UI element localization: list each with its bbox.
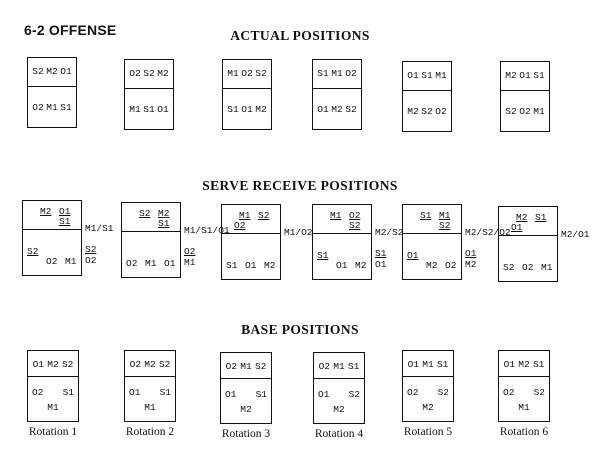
- player-m1: M1: [541, 262, 553, 273]
- net-line: [122, 231, 180, 232]
- court-base-4: [313, 352, 365, 424]
- court-actual-1: [27, 57, 77, 128]
- player-m2: M2: [505, 70, 517, 81]
- player-m2: M2: [331, 103, 343, 115]
- player-s1: S1: [532, 358, 545, 370]
- net-line: [125, 376, 175, 377]
- side-note: M2/S2/O2: [465, 227, 511, 238]
- player-o1: O1: [245, 260, 257, 271]
- front-row: [313, 60, 361, 87]
- player-o2: O2: [445, 260, 457, 271]
- low-row: [125, 401, 175, 413]
- player-s2: S2: [258, 210, 270, 221]
- player-o2: O2: [225, 360, 238, 372]
- player-m2: M2: [422, 401, 434, 413]
- net-line: [403, 376, 453, 377]
- court-actual-6: [500, 61, 550, 132]
- player-o2: O2: [129, 68, 141, 79]
- net-line: [28, 376, 78, 377]
- player-o1: O1: [59, 206, 71, 217]
- player-o2: O2: [234, 220, 246, 231]
- player-s1: S1: [420, 210, 432, 221]
- front-row: [28, 354, 78, 374]
- player-m1: M1: [239, 210, 251, 221]
- player-s2: S2: [61, 358, 74, 370]
- player-s1: S1: [159, 386, 171, 398]
- player-s1: S1: [226, 260, 238, 271]
- court-actual-2: [124, 59, 174, 130]
- player-s2: S2: [503, 262, 515, 273]
- front-row: [403, 62, 451, 89]
- player-m2: M2: [47, 358, 59, 370]
- court-serve-receive-2: [121, 202, 181, 278]
- rotation-label: Rotation 6: [499, 426, 549, 438]
- player-o2: O2: [503, 386, 515, 398]
- player-o1: O1: [32, 358, 45, 370]
- side-player-o2: O2: [85, 255, 97, 266]
- player-o1: O1: [317, 103, 329, 115]
- player-m1: M1: [333, 360, 345, 372]
- player-s2: S2: [254, 360, 267, 372]
- side-player-o2: O2: [184, 246, 196, 257]
- player-m2: M2: [355, 260, 367, 271]
- player-o1: O1: [318, 388, 330, 400]
- net-line: [221, 378, 271, 379]
- court-actual-4: [312, 59, 362, 130]
- mid-row: [28, 386, 78, 398]
- serve-receive-heading: SERVE RECEIVE POSITIONS: [202, 178, 398, 193]
- player-s2: S2: [533, 386, 545, 398]
- player-m2: M2: [144, 358, 156, 370]
- player-s1: S1: [533, 70, 545, 81]
- net-line: [222, 233, 280, 234]
- player-o2: O2: [519, 105, 531, 117]
- player-o1: O1: [407, 250, 419, 261]
- back-row: [403, 92, 451, 130]
- player-m1: M1: [46, 101, 58, 113]
- back-row: [313, 90, 361, 128]
- net-line: [23, 229, 81, 230]
- player-o2: O2: [46, 256, 58, 267]
- net-line: [501, 90, 549, 91]
- player-o1: O1: [164, 258, 176, 269]
- mid-row: [125, 386, 175, 398]
- player-m1: M1: [129, 103, 141, 115]
- low-row: [403, 401, 453, 413]
- player-o2: O2: [32, 386, 44, 398]
- court-serve-receive-1: [22, 200, 82, 276]
- player-m1: M1: [65, 256, 77, 267]
- player-o1: O1: [511, 222, 523, 233]
- player-o2: O2: [126, 258, 138, 269]
- court-serve-receive-4: [312, 204, 372, 280]
- player-o2: O2: [318, 360, 331, 372]
- player-o2: O2: [435, 105, 447, 117]
- court-actual-5: [402, 61, 452, 132]
- low-row: [221, 403, 271, 415]
- side-note: M2/O1: [561, 229, 590, 240]
- front-row: [125, 354, 175, 374]
- player-o2: O2: [345, 68, 357, 79]
- player-s2: S2: [32, 66, 44, 77]
- low-row: [28, 401, 78, 413]
- player-s1: S1: [158, 218, 170, 229]
- player-m2: M2: [158, 208, 170, 219]
- low-row: [499, 401, 549, 413]
- front-row: [125, 60, 173, 87]
- net-line: [403, 90, 451, 91]
- player-m2: M2: [264, 260, 276, 271]
- rotation-label: Rotation 4: [314, 428, 364, 440]
- player-s2: S2: [139, 208, 151, 219]
- court-base-3: [220, 352, 272, 424]
- player-s2: S2: [348, 388, 360, 400]
- player-m1: M1: [533, 105, 545, 117]
- player-m1: M1: [422, 358, 434, 370]
- back-row: [501, 92, 549, 130]
- player-o2: O2: [32, 101, 44, 113]
- side-note: M1/S1: [85, 223, 114, 234]
- player-s1: S1: [255, 388, 267, 400]
- back-row: [223, 90, 271, 128]
- side-player-o1: O1: [375, 259, 387, 270]
- mid-row: [403, 386, 453, 398]
- player-m2: M2: [407, 105, 419, 117]
- side-player-m2: M2: [465, 259, 477, 270]
- front-row: [314, 356, 364, 376]
- net-line: [313, 88, 361, 89]
- player-s2: S2: [349, 220, 361, 231]
- net-line: [314, 378, 364, 379]
- net-line: [28, 86, 76, 87]
- front-row: [499, 354, 549, 374]
- player-s1: S1: [347, 360, 360, 372]
- player-o1: O1: [60, 66, 72, 77]
- player-s2: S2: [505, 105, 517, 117]
- player-s2: S2: [437, 386, 449, 398]
- side-note: M1/S1/O1: [184, 225, 230, 236]
- player-o1: O1: [225, 388, 237, 400]
- base-positions-heading: BASE POSITIONS: [241, 322, 359, 337]
- player-s1: S1: [421, 70, 433, 81]
- player-m1: M1: [144, 401, 156, 413]
- net-line: [125, 88, 173, 89]
- player-s2: S2: [345, 103, 357, 115]
- player-m1: M1: [145, 258, 157, 269]
- player-s1: S1: [62, 386, 74, 398]
- net-line: [223, 88, 271, 89]
- player-m1: M1: [227, 68, 239, 79]
- side-player-m1: M1: [184, 257, 196, 268]
- rotation-label: Rotation 5: [403, 426, 453, 438]
- player-o2: O2: [241, 68, 253, 79]
- player-s2: S2: [421, 105, 433, 117]
- player-s1: S1: [59, 216, 71, 227]
- player-s2: S2: [27, 246, 39, 257]
- player-o2: O2: [349, 210, 361, 221]
- mid-row: [314, 388, 364, 400]
- rotation-label: Rotation 3: [221, 428, 271, 440]
- court-base-1: [27, 350, 79, 422]
- player-m1: M1: [240, 360, 252, 372]
- net-line: [499, 376, 549, 377]
- player-o1: O1: [503, 358, 516, 370]
- court-serve-receive-3: [221, 204, 281, 280]
- side-player-s1: S1: [375, 248, 387, 259]
- player-m2: M2: [40, 206, 52, 217]
- front-row: [501, 62, 549, 89]
- player-m1: M1: [435, 70, 447, 81]
- front-row: [403, 354, 453, 374]
- player-m1: M1: [47, 401, 59, 413]
- player-s1: S1: [436, 358, 449, 370]
- player-o2: O2: [129, 358, 142, 370]
- player-m2: M2: [518, 358, 530, 370]
- player-o1: O1: [336, 260, 348, 271]
- side-note: M1/O2: [284, 227, 313, 238]
- player-m2: M2: [157, 68, 169, 79]
- low-row: [314, 403, 364, 415]
- court-actual-3: [222, 59, 272, 130]
- player-o1: O1: [407, 358, 420, 370]
- player-m1: M1: [331, 68, 343, 79]
- player-s2: S2: [158, 358, 171, 370]
- player-m2: M2: [333, 403, 345, 415]
- side-player-s2: S2: [85, 244, 97, 255]
- court-serve-receive-6: [498, 206, 558, 282]
- player-m2: M2: [255, 103, 267, 115]
- net-line: [313, 233, 371, 234]
- player-o2: O2: [522, 262, 534, 273]
- player-m2: M2: [240, 403, 252, 415]
- court-base-5: [402, 350, 454, 422]
- mid-row: [499, 386, 549, 398]
- player-s1: S1: [60, 101, 72, 113]
- net-line: [403, 233, 461, 234]
- player-m2: M2: [46, 66, 58, 77]
- actual-positions-heading: ACTUAL POSITIONS: [230, 28, 370, 43]
- back-row: [125, 90, 173, 128]
- player-s2: S2: [143, 68, 155, 79]
- player-m1: M1: [518, 401, 530, 413]
- front-row: [221, 356, 271, 376]
- player-o1: O1: [407, 70, 419, 81]
- court-base-2: [124, 350, 176, 422]
- player-s1: S1: [143, 103, 155, 115]
- player-m2: M2: [426, 260, 438, 271]
- front-row: [223, 60, 271, 87]
- player-m2: M2: [516, 212, 528, 223]
- player-s2: S2: [439, 220, 451, 231]
- side-note: M2/S2: [375, 227, 404, 238]
- player-s1: S1: [535, 212, 547, 223]
- court-base-6: [498, 350, 550, 422]
- player-o1: O1: [241, 103, 253, 115]
- back-row: [28, 88, 76, 126]
- player-o1: O1: [129, 386, 141, 398]
- page-title: 6-2 OFFENSE: [24, 22, 117, 38]
- player-s1: S1: [317, 68, 329, 79]
- front-row: [28, 58, 76, 85]
- player-m1: M1: [439, 210, 451, 221]
- player-m1: M1: [330, 210, 342, 221]
- player-s2: S2: [255, 68, 267, 79]
- rotation-label: Rotation 1: [28, 426, 78, 438]
- player-s1: S1: [317, 250, 329, 261]
- player-o1: O1: [519, 70, 531, 81]
- rotation-label: Rotation 2: [125, 426, 175, 438]
- side-player-o1: O1: [465, 248, 477, 259]
- court-serve-receive-5: [402, 204, 462, 280]
- player-o1: O1: [157, 103, 169, 115]
- player-s1: S1: [227, 103, 239, 115]
- mid-row: [221, 388, 271, 400]
- player-o2: O2: [407, 386, 419, 398]
